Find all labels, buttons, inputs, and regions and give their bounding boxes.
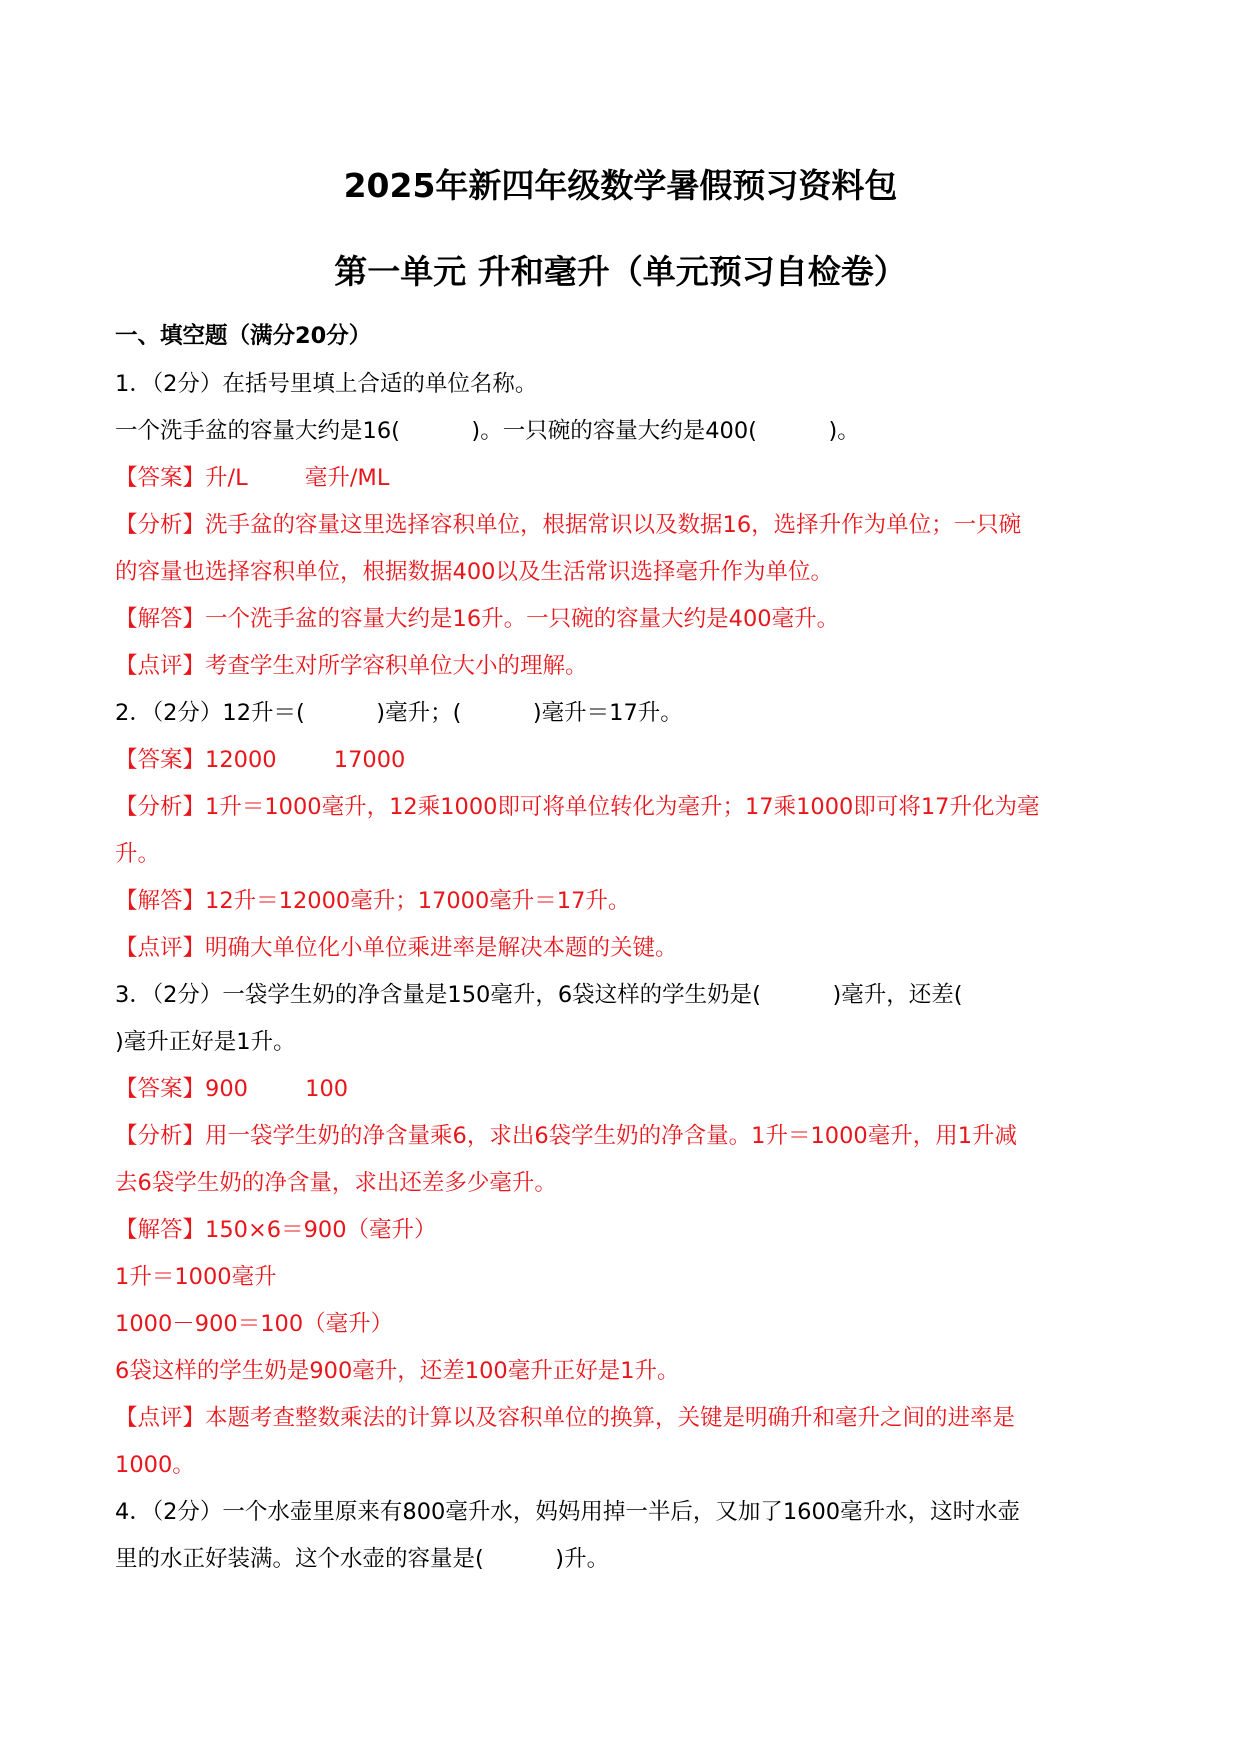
question-2-analysis-cont: 升。 — [115, 841, 161, 867]
question-1-comment: 【点评】考查学生对所学容积单位大小的理解。 — [115, 653, 588, 679]
question-2-stem: 2．（2分）12升＝( )毫升；( )毫升＝17升。 — [115, 700, 683, 726]
question-3-solution-conclusion: 6袋这样的学生奶是900毫升，还差100毫升正好是1升。 — [115, 1358, 680, 1384]
question-3-solution-step: 1升＝1000毫升 — [115, 1264, 277, 1290]
question-1-analysis-cont: 的容量也选择容积单位，根据数据400以及生活常识选择毫升作为单位。 — [115, 559, 833, 585]
question-2-solution: 【解答】12升＝12000毫升；17000毫升＝17升。 — [115, 888, 631, 914]
question-4-stem-cont: 里的水正好装满。这个水壶的容量是( )升。 — [115, 1546, 610, 1572]
question-3-stem: 3．（2分）一袋学生奶的净含量是150毫升，6袋这样的学生奶是( )毫升，还差( — [115, 982, 963, 1008]
question-3-comment-cont: 1000。 — [115, 1452, 195, 1478]
question-3-stem-cont: )毫升正好是1升。 — [115, 1029, 296, 1055]
question-2-answer: 【答案】12000 17000 — [115, 747, 406, 773]
page-subtitle: 第一单元 升和毫升（单元预习自检卷） — [334, 252, 907, 291]
question-3-answer: 【答案】900 100 — [115, 1076, 349, 1102]
question-4-stem: 4．（2分）一个水壶里原来有800毫升水，妈妈用掉一半后，又加了1600毫升水，这时水壶 — [115, 1499, 1021, 1525]
question-1-stem: 1．（2分）在括号里填上合适的单位名称。 — [115, 371, 538, 397]
question-1-solution: 【解答】一个洗手盆的容量大约是16升。一只碗的容量大约是400毫升。 — [115, 606, 840, 632]
section-heading: 一、填空题（满分20分） — [115, 323, 372, 349]
question-1-analysis: 【分析】洗手盆的容量这里选择容积单位，根据常识以及数据16，选择升作为单位；一只碗 — [115, 512, 1022, 538]
question-3-analysis: 【分析】用一袋学生奶的净含量乘6，求出6袋学生奶的净含量。1升＝1000毫升，用1升减 — [115, 1123, 1018, 1149]
question-1-answer: 【答案】升/L 毫升/ML — [115, 465, 390, 491]
question-3-analysis-cont: 去6袋学生奶的净含量，求出还差多少毫升。 — [115, 1170, 557, 1196]
question-3-solution-step: 1000－900＝100（毫升） — [115, 1311, 394, 1337]
question-3-solution: 【解答】150×6＝900（毫升） — [115, 1217, 437, 1243]
question-1-line: 一个洗手盆的容量大约是16( )。一只碗的容量大约是400( )。 — [115, 418, 860, 444]
question-2-comment: 【点评】明确大单位化小单位乘进率是解决本题的关键。 — [115, 935, 678, 961]
question-2-analysis: 【分析】1升＝1000毫升，12乘1000即可将单位转化为毫升；17乘1000即可将17升化为毫 — [115, 794, 1040, 820]
question-3-comment: 【点评】本题考查整数乘法的计算以及容积单位的换算，关键是明确升和毫升之间的进率是 — [115, 1405, 1016, 1431]
page-title: 2025年新四年级数学暑假预习资料包 — [343, 166, 898, 205]
